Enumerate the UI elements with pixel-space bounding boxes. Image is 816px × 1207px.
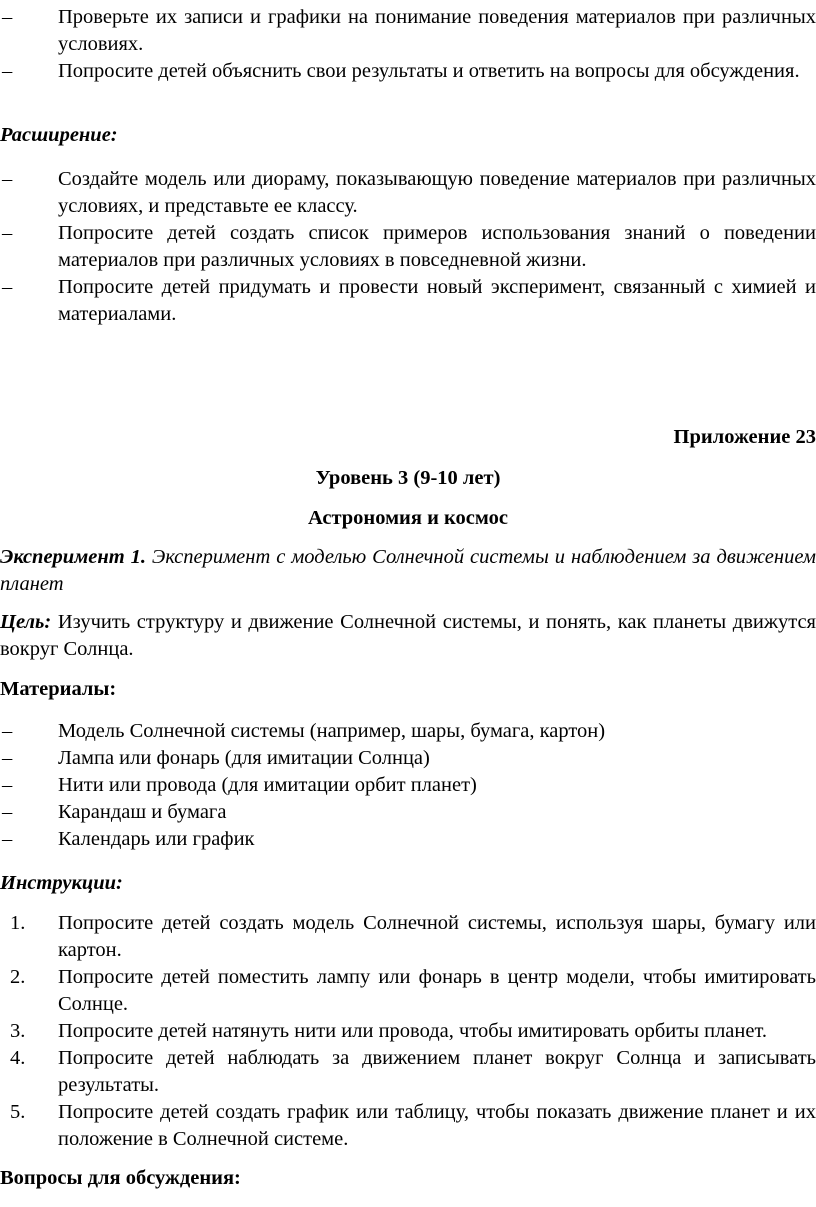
- materials-heading: Материалы:: [0, 678, 117, 700]
- dash-bullet: –: [2, 222, 13, 244]
- dash-bullet: –: [2, 720, 13, 742]
- goal-label: Цель:: [0, 611, 52, 633]
- instructions-heading: Инструкции:: [0, 872, 123, 894]
- list-item-text: Попросите детей создать список примеров использования знаний о поведении материалов при различных условиях в повседневной жизни.: [58, 222, 816, 271]
- list-item-text: Календарь или график: [58, 828, 255, 850]
- list-item-text: Лампа или фонарь (для имитации Солнца): [58, 747, 430, 769]
- list-item-text: Создайте модель или диораму, показывающую поведение материалов при различных условиях, и представьте ее классу.: [58, 168, 816, 217]
- dash-bullet: –: [2, 276, 13, 298]
- item-number: 3.: [10, 1020, 26, 1042]
- item-text: Попросите детей наблюдать за движением планет вокруг Солнца и записывать результаты.: [58, 1047, 816, 1096]
- goal-text: Изучить структуру и движение Солнечной системы, и понять, как планеты движутся вокруг Солнца.: [0, 611, 816, 660]
- goal-paragraph: [0, 609, 816, 663]
- experiment-title: [0, 544, 816, 598]
- item-number: 2.: [10, 966, 26, 988]
- dash-bullet: –: [2, 774, 13, 796]
- list-item-text: Нити или провода (для имитации орбит планет): [58, 774, 477, 796]
- item-number: 5.: [10, 1101, 26, 1123]
- list-item-text: Попросите детей объяснить свои результаты и ответить на вопросы для обсуждения.: [58, 60, 800, 82]
- level-heading: Уровень 3 (9-10 лет): [315, 467, 501, 489]
- item-number: 4.: [10, 1047, 26, 1069]
- dash-bullet: –: [2, 168, 13, 190]
- experiment-label: Эксперимент 1.: [0, 546, 146, 568]
- topic-heading: Астрономия и космос: [308, 507, 508, 529]
- appendix-label: Приложение 23: [673, 426, 816, 448]
- extension-heading: Расширение:: [0, 124, 118, 146]
- item-text: Попросите детей поместить лампу или фонарь в центр модели, чтобы имитировать Солнце.: [58, 966, 816, 1015]
- item-number: 1.: [10, 912, 26, 934]
- dash-bullet: –: [2, 747, 13, 769]
- item-text: Попросите детей создать модель Солнечной системы, используя шары, бумагу или картон.: [58, 912, 816, 961]
- dash-bullet: –: [2, 60, 13, 82]
- discussion-heading: Вопросы для обсуждения:: [0, 1167, 241, 1189]
- list-item-text: Карандаш и бумага: [58, 801, 227, 823]
- dash-bullet: –: [2, 801, 13, 823]
- list-item-text: Модель Солнечной системы (например, шары, бумага, картон): [58, 720, 606, 742]
- dash-bullet: –: [2, 828, 13, 850]
- list-item-text: Проверьте их записи и графики на понимание поведения материалов при различных условиях.: [58, 6, 816, 55]
- item-text: Попросите детей создать график или таблицу, чтобы показать движение планет и их положение в Солнечной системе.: [58, 1101, 816, 1150]
- experiment-title-text: Эксперимент с моделью Солнечной системы и наблюдением за движением планет: [0, 546, 816, 595]
- list-item-text: Попросите детей придумать и провести новый эксперимент, связанный с химией и материалами.: [58, 276, 816, 325]
- item-text: Попросите детей натянуть нити или провода, чтобы имитировать орбиты планет.: [58, 1020, 768, 1042]
- dash-bullet: –: [2, 6, 13, 28]
